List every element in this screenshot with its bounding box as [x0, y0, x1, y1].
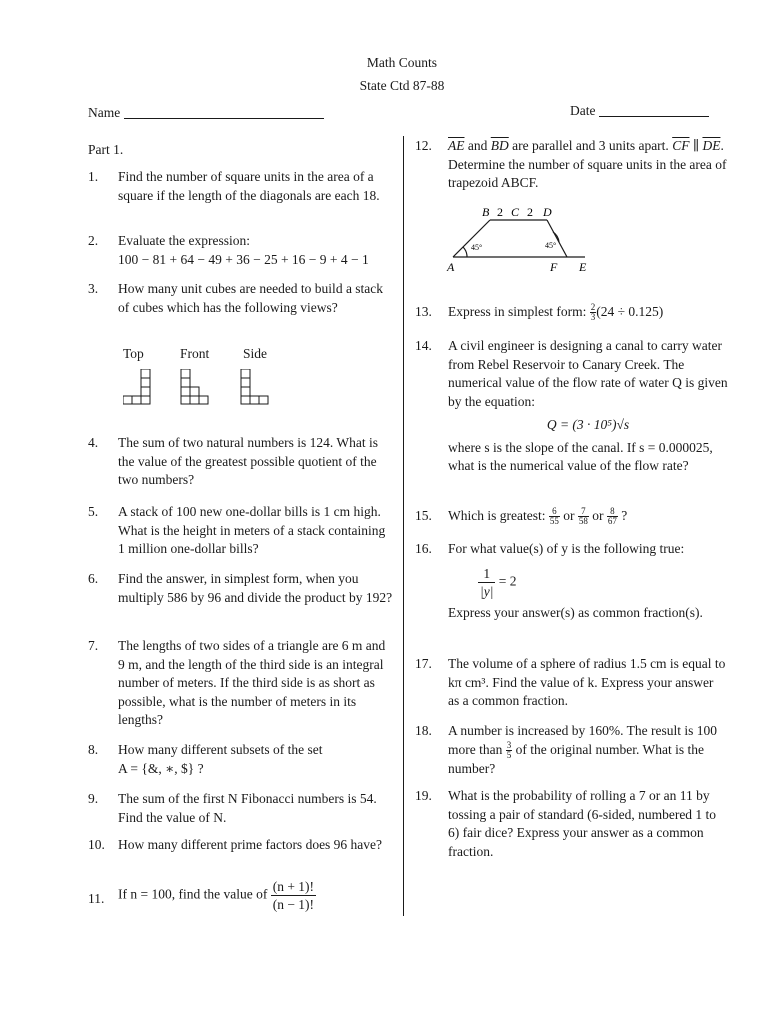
fraction-denominator: 67: [607, 516, 617, 527]
fraction-denominator: |y|: [480, 583, 494, 599]
question-text-part: are parallel and 3 units apart.: [512, 138, 669, 153]
part-label: Part 1.: [88, 142, 124, 157]
question-number: 17.: [415, 656, 432, 671]
question-mark: ?: [621, 508, 628, 523]
angle-label-right: 45°: [545, 241, 557, 250]
fraction-numerator: 1: [478, 565, 495, 583]
question-text-part: . Determine the number of square units in the area of trapezoid ABCF.: [448, 138, 727, 190]
question-number: 16.: [415, 541, 432, 556]
question-text: The sum of two natural numbers is 124. What is the value of the greatest possible quotient of the two numbers?: [118, 435, 378, 487]
question-text-part: A number is increased by 160%. The result is 100 more than: [448, 723, 717, 757]
fraction-numerator: 7: [578, 507, 589, 517]
fraction-numerator: 2: [590, 302, 596, 313]
question-prefix: Which is greatest:: [448, 508, 546, 523]
question-prefix: Express in simplest form:: [448, 304, 587, 319]
expression: (24 ÷ 0.125): [596, 304, 664, 319]
angle-label-left: 45°: [471, 243, 483, 252]
question-number: 8.: [88, 742, 99, 757]
fraction-numerator: 6: [549, 507, 560, 517]
question-text: [118, 232, 393, 269]
flow-equation: Q = (3 · 10⁵)√s: [546, 417, 630, 432]
question-number: 13.: [415, 304, 432, 319]
question-number: 9.: [88, 791, 99, 806]
fraction-1: [549, 507, 560, 526]
segment-de: $\overline{DE}$: [702, 138, 721, 153]
fraction-3: [607, 507, 618, 526]
question-line: Evaluate the expression:: [118, 233, 250, 248]
date-blank[interactable]: [599, 116, 709, 117]
question-number: 5.: [88, 504, 99, 519]
question-number: 2.: [88, 233, 99, 248]
right-leg: [547, 220, 567, 257]
fraction-denominator: 3: [590, 312, 596, 323]
question-text: How many different prime factors does 96 have?: [118, 837, 383, 852]
label-e: E: [579, 260, 587, 274]
page-subtitle: State Ctd 87-88: [359, 78, 445, 93]
fraction-three-fifths: [506, 741, 513, 760]
fraction-numerator: 3: [506, 739, 512, 750]
word-or: or: [563, 508, 575, 523]
segment-cf: $\overline{CF}$: [672, 138, 690, 153]
question-number: 3.: [88, 281, 99, 296]
label-b: B: [482, 205, 490, 219]
question-text: [448, 722, 728, 778]
question-number: 19.: [415, 788, 432, 803]
front-view-label: Front: [180, 346, 210, 361]
fraction-2: [578, 507, 589, 526]
question-paragraph: where s is the slope of the canal. If s = 0.000025, what is the numerical value of the flow rate?: [448, 439, 713, 473]
question-line: How many different subsets of the set: [118, 742, 323, 757]
question-number: 15.: [415, 508, 432, 523]
equation-rhs: = 2: [498, 573, 517, 589]
question-number: 11.: [88, 891, 105, 906]
question-prefix: If n = 100, find the value of: [118, 886, 268, 902]
cube-views-drawing: [123, 369, 293, 409]
name-blank[interactable]: [124, 118, 324, 119]
parallel-symbol: ∥: [692, 138, 700, 153]
fraction-denominator: 58: [578, 516, 588, 527]
question-text: The lengths of two sides of a triangle are 6 m and 9 m, and the length of the third side is an integral number of meters. If the third side is as short as possible, what is the number of meters in its lengths?: [118, 638, 386, 727]
segment-ae: $\overline{AE}$: [448, 138, 465, 153]
question-number: 14.: [415, 338, 432, 353]
question-paragraph: A civil engineer is designing a canal to carry water from Rebel Reservoir to Canary Creek. The numerical value of the flow rate of water Q is given by the equation:: [448, 338, 728, 409]
name-field[interactable]: [88, 104, 324, 123]
question-text: [118, 878, 393, 913]
column-divider: [403, 136, 404, 916]
question-text: [448, 337, 728, 476]
fraction-numerator: (n + 1)!: [272, 879, 315, 894]
fraction-denominator: (n − 1)!: [272, 897, 315, 912]
fraction-denominator: 55: [549, 516, 559, 527]
question-number: 12.: [415, 138, 432, 153]
question-text: [118, 741, 393, 778]
date-field[interactable]: [570, 102, 709, 121]
question-text: The sum of the first N Fibonacci numbers is 54. Find the value of N.: [118, 791, 377, 825]
question-number: 6.: [88, 571, 99, 586]
fraction-denominator: 5: [506, 749, 512, 760]
word-or: or: [592, 508, 604, 523]
factorial-fraction: [271, 878, 316, 913]
label-seg2: 2: [527, 205, 533, 219]
label-c: C: [511, 205, 520, 219]
abs-equation: [478, 565, 728, 600]
date-label: Date: [570, 103, 596, 118]
label-d: D: [543, 205, 552, 219]
abs-fraction: [478, 565, 495, 600]
question-text: [448, 507, 728, 526]
question-paragraph: Express your answer(s) as common fraction(s).: [448, 604, 703, 620]
question-text: Find the number of square units in the area of a square if the length of the diagonals are each 18.: [118, 169, 380, 203]
question-number: 1.: [88, 169, 99, 184]
question-text: A stack of 100 new one-dollar bills is 1 cm high. What is the height in meters of a stack containing 1 million one-dollar bills?: [118, 504, 386, 556]
question-text: What is the probability of rolling a 7 or an 11 by tossing a pair of standard (6-sided, numbered 1 to 6) fair dice? Express your answer as a common fraction.: [448, 788, 717, 859]
question-text: Find the answer, in simplest form, when you multiply 586 by 96 and divide the product by 192?: [118, 571, 393, 605]
question-text: How many unit cubes are needed to build a stack of cubes which has the following views?: [118, 281, 384, 315]
expression: 100 − 81 + 64 − 49 + 36 − 25 + 16 − 9 + 4 − 1: [118, 251, 369, 267]
question-text: [448, 540, 728, 622]
question-text: [448, 137, 728, 193]
question-text-part: of the original number. What is the number?: [448, 741, 704, 776]
question-text: [448, 303, 728, 322]
question-number: 10.: [88, 837, 105, 852]
word-and: and: [467, 138, 488, 153]
label-seg1: 2: [497, 205, 503, 219]
label-a: A: [447, 260, 455, 274]
page-title: Math Counts: [366, 55, 438, 70]
question-paragraph: For what value(s) of y is the following true:: [448, 541, 685, 556]
angle-arc-left: [463, 247, 467, 257]
question-number: 4.: [88, 435, 99, 450]
name-label: Name: [88, 105, 121, 120]
question-number: 7.: [88, 638, 99, 653]
cube-views-figure: [123, 345, 293, 410]
question-text: The volume of a sphere of radius 1.5 cm is equal to kπ cm³. Find the value of k. Express your answer as a common fraction.: [448, 656, 726, 708]
trapezoid-figure: [445, 202, 595, 277]
fraction-numerator: 8: [607, 507, 618, 517]
side-view-label: Side: [243, 346, 268, 361]
segment-bd: $\overline{BD}$: [490, 138, 509, 153]
label-f: F: [550, 260, 558, 274]
question-number: 18.: [415, 723, 432, 738]
set-expression: A = {&, ∗, $} ?: [118, 760, 204, 776]
top-view-label: Top: [123, 346, 144, 361]
